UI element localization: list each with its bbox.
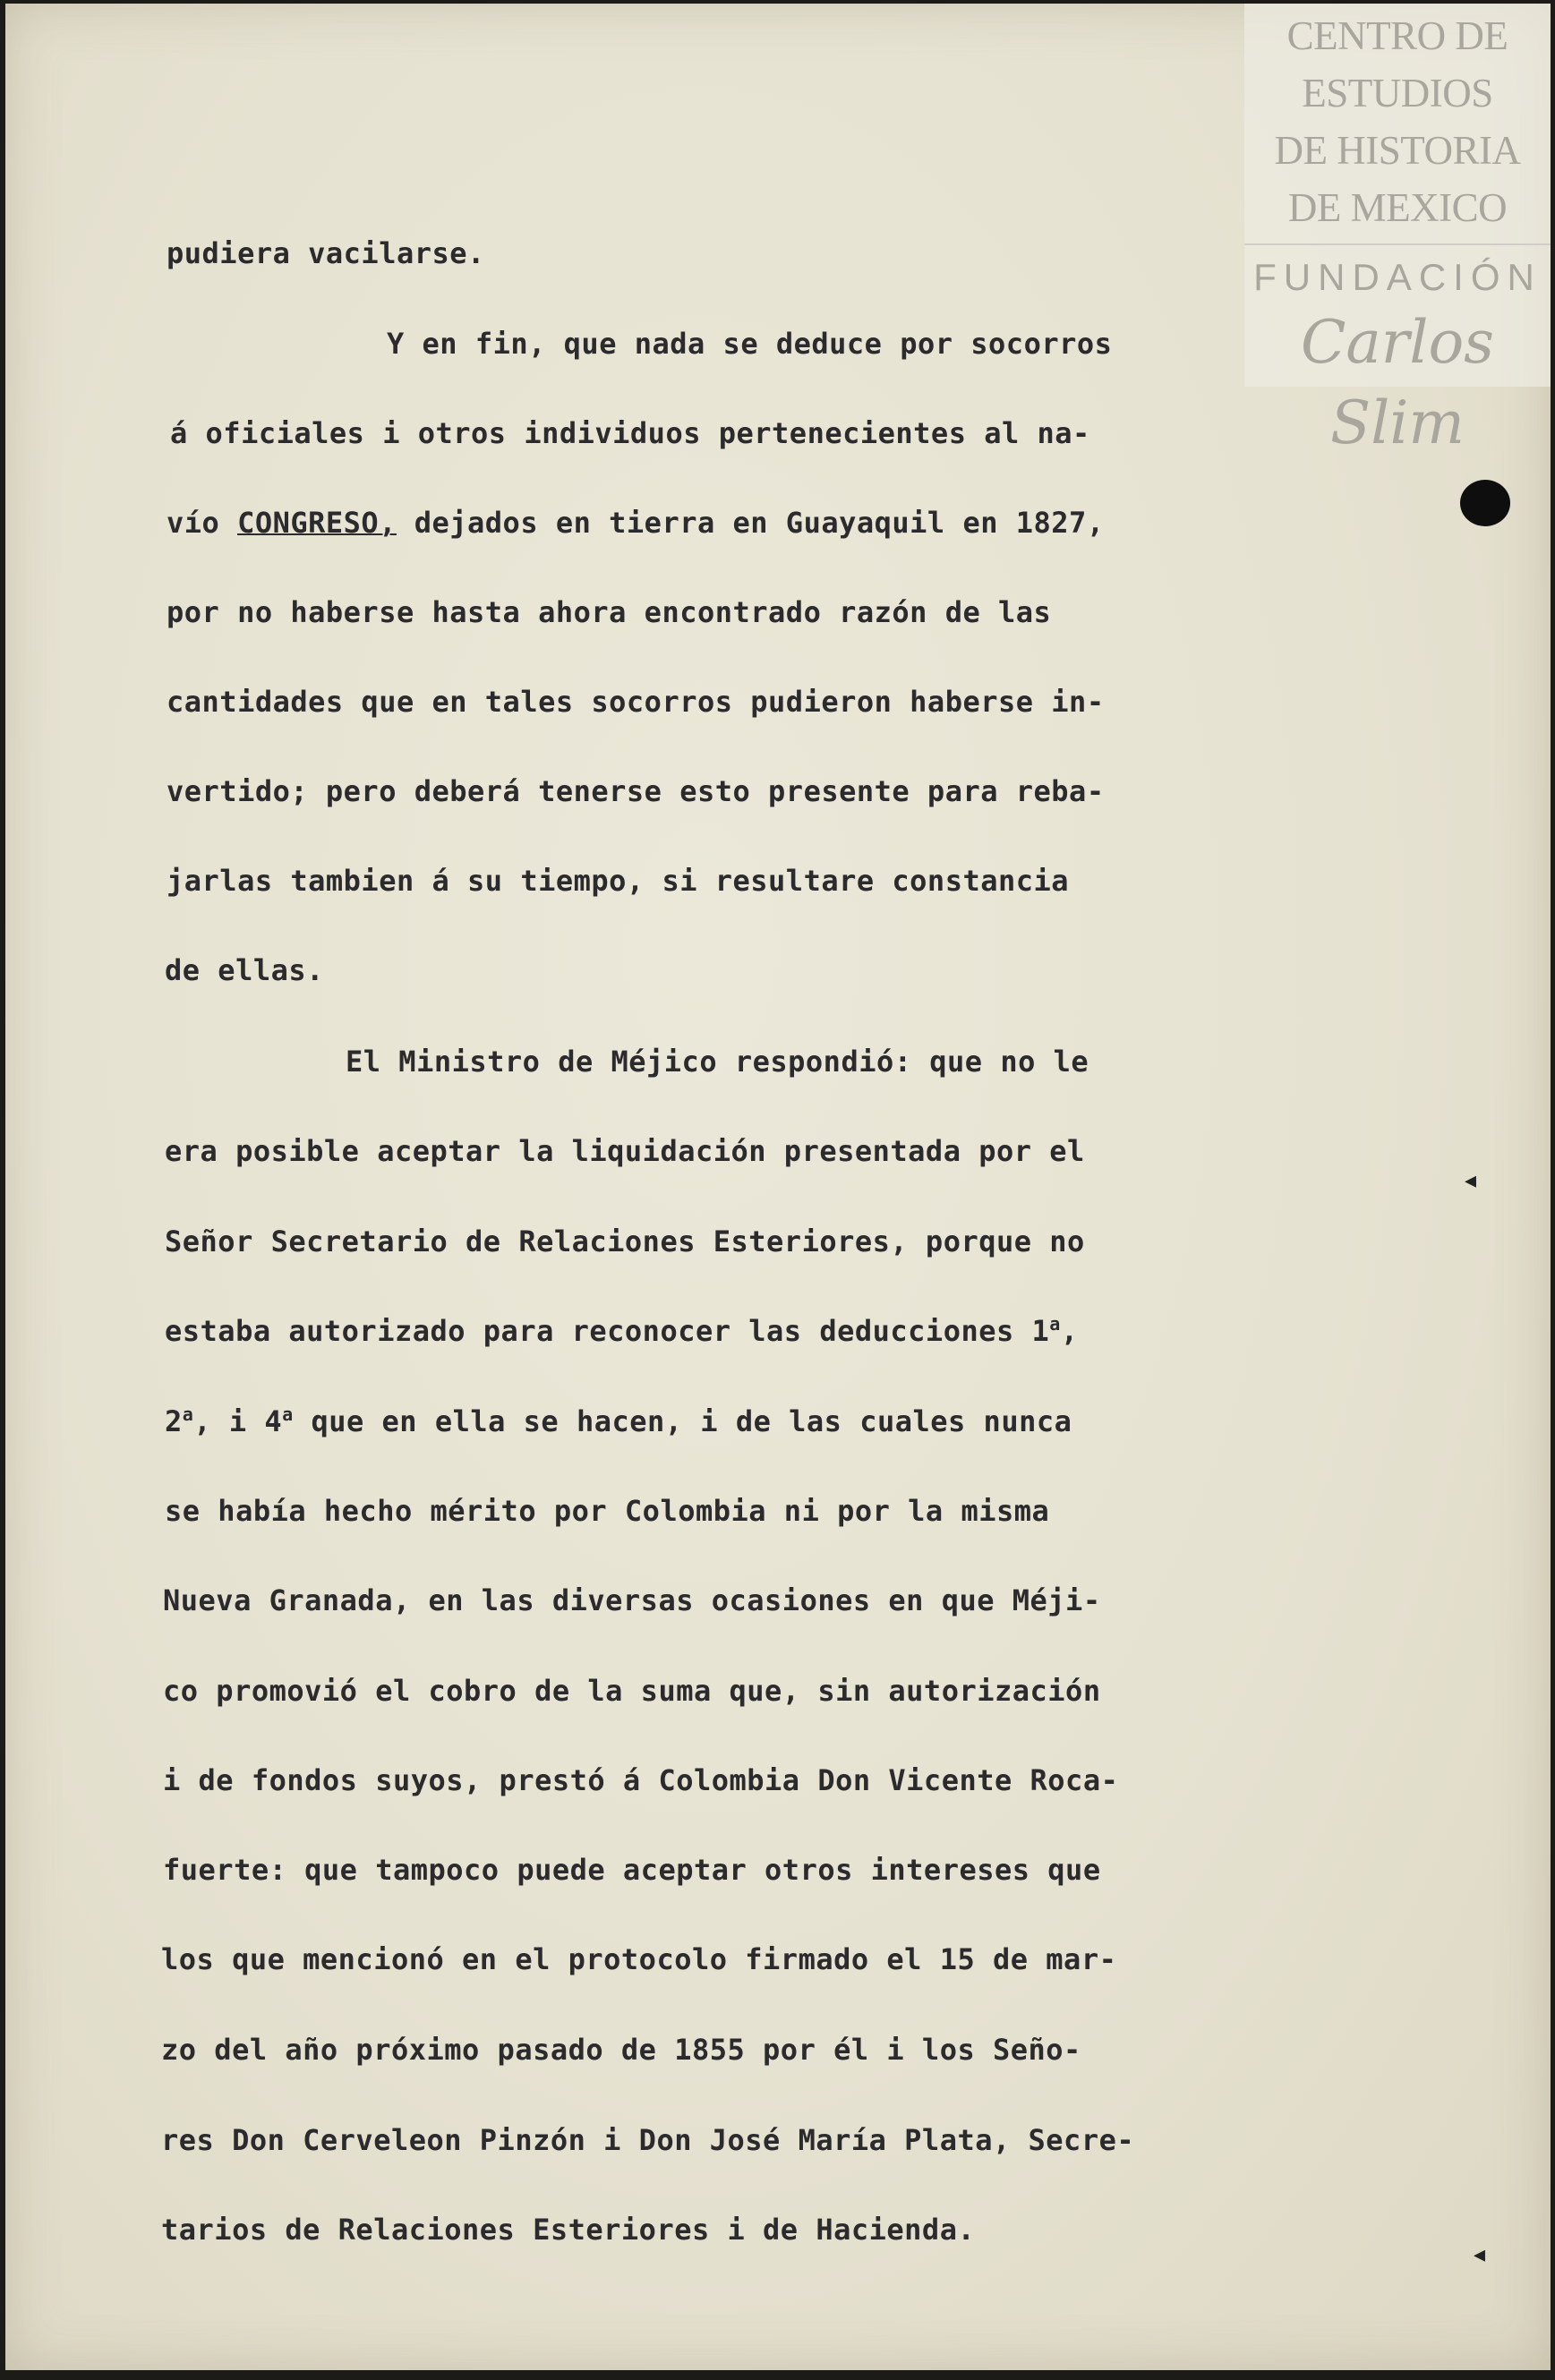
text-fragment: , xyxy=(1060,1314,1079,1348)
text-line: Y en fin, que nada se deduce por socorros xyxy=(387,327,1113,361)
watermark-line: DE MEXICO xyxy=(1287,185,1508,230)
text-fragment: vío xyxy=(167,506,238,540)
watermark-foundation: FUNDACIÓN xyxy=(1253,256,1542,298)
text-line: co promovió el cobro de la suma que, sin autorización xyxy=(163,1674,1101,1708)
superscript: a xyxy=(1049,1313,1061,1335)
text-fragment: dejados en tierra en Guayaquil en 1827, xyxy=(396,506,1105,540)
text-fragment: que en ella se hacen, i de las cuales nunca xyxy=(293,1404,1072,1438)
text-fragment: , i 4 xyxy=(193,1404,283,1438)
text-line: Señor Secretario de Relaciones Esteriores, porque no xyxy=(165,1224,1085,1258)
text-fragment: 2 xyxy=(165,1404,183,1438)
text-line: pudiera vacilarse. xyxy=(167,236,485,270)
text-line: res Don Cerveleon Pinzón i Don José María Plata, Secre- xyxy=(161,2123,1135,2157)
text-line: jarlas tambien á su tiempo, si resultare constancia xyxy=(167,864,1070,898)
text-line: se había hecho mérito por Colombia ni por la misma xyxy=(165,1494,1050,1528)
watermark-line: DE HISTORIA xyxy=(1274,128,1521,173)
text-line: vertido; pero deberá tenerse esto presente para reba- xyxy=(167,774,1105,808)
text-fragment: estaba autorizado para reconocer las deducciones 1 xyxy=(165,1314,1050,1348)
text-line xyxy=(167,506,1105,540)
watermark-signature: Carlos Slim xyxy=(1300,308,1495,457)
text-line: por no haberse hasta ahora encontrado razón de las xyxy=(167,595,1052,629)
text-line: tarios de Relaciones Esteriores i de Hacienda. xyxy=(161,2213,976,2247)
watermark-line: ESTUDIOS xyxy=(1302,71,1493,115)
text-line: á oficiales i otros individuos pertenecientes al na- xyxy=(170,416,1090,450)
text-line: fuerte: que tampoco puede aceptar otros intereses que xyxy=(163,1853,1101,1887)
text-line: los que mencionó en el protocolo firmado el 15 de mar- xyxy=(161,1942,1117,1976)
ship-name: CONGRESO, xyxy=(237,506,397,540)
text-line: de ellas. xyxy=(165,953,324,987)
superscript: a xyxy=(182,1403,194,1425)
text-line: era posible aceptar la liquidación presentada por el xyxy=(165,1134,1085,1168)
watermark-divider xyxy=(1244,243,1551,245)
text-line: cantidades que en tales socorros pudieron haberse in- xyxy=(167,685,1105,719)
text-line: El Ministro de Méjico respondió: que no le xyxy=(346,1045,1089,1079)
archive-watermark xyxy=(1244,4,1551,457)
text-line: i de fondos suyos, prestó á Colombia Don Vicente Roca- xyxy=(163,1763,1119,1797)
text-line: zo del año próximo pasado de 1855 por él i los Seño- xyxy=(161,2033,1081,2067)
punch-hole xyxy=(1460,480,1510,526)
superscript: a xyxy=(282,1403,294,1425)
margin-mark-icon: ◂ xyxy=(1474,2241,1486,2268)
watermark-line: CENTRO DE xyxy=(1286,13,1508,58)
text-line: Nueva Granada, en las diversas ocasiones en que Méji- xyxy=(163,1583,1101,1617)
text-line xyxy=(165,1404,1072,1438)
margin-mark-icon: ◂ xyxy=(1465,1167,1477,1194)
text-line xyxy=(165,1314,1079,1348)
